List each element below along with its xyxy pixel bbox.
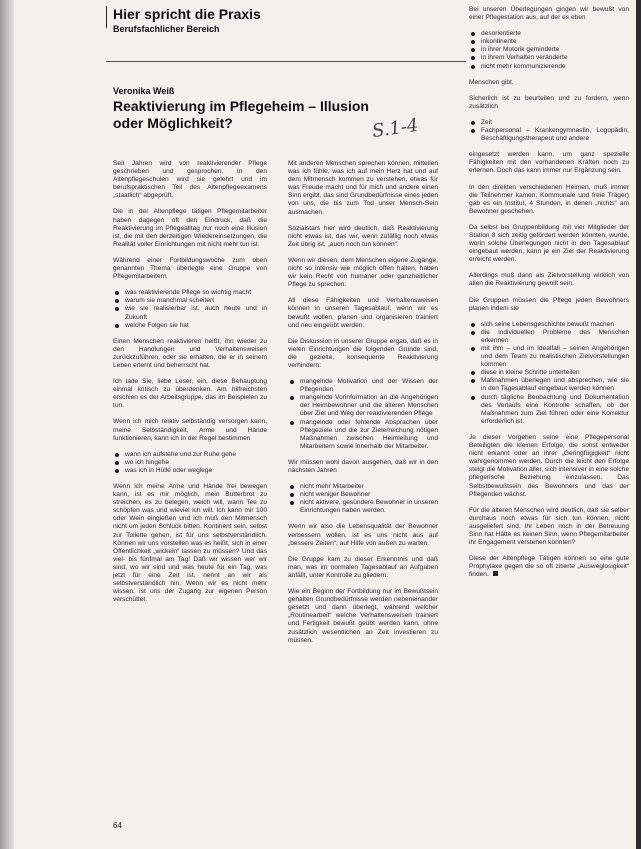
list-item: die individuellen Probleme des Menschen erkennen [469, 329, 629, 345]
list-item: wann ich aufstehe und zur Ruhe gehe [113, 451, 267, 459]
page-number: 64 [113, 821, 122, 830]
text-column-2 [288, 160, 438, 653]
list-item: Maßnahmen überlegen und absprechen, wie sie in den Tagesablauf eingebaut werden können [469, 377, 629, 393]
list-item: desorientierte [469, 30, 629, 38]
text-column-1 [113, 160, 267, 612]
list-item: sich seine Lebensgeschichte bewußt machen [469, 321, 629, 329]
list-item: mangelnde Motivation und der Wissen der Pflegenden [288, 378, 438, 394]
paragraph: Da selbst bei Gruppenbildung mit vier Mitglieder der Station 8 sich zeitig gefördert werden könnten, wurde, worin solche Überlegungen nicht in den Tagesablauf eingebaut werden, kann je ein Ziel der Reaktivierung erreicht werden. [469, 223, 629, 264]
paragraph: Wie ein Beginn der Fortbildung nur im Bewußtsein gehalten Grundbedürfnisse werden nebeneinander gesetzt und dann überlegt, während welcher „Routinearbeit“ welche Verhaltensweisen trainiert und Fertigkeit bewußt geübt werden kann, ohne zusätzlich wesentlichen an Zeit investieren zu müssen. [288, 588, 438, 644]
series-subheading: Berufsfachlicher Bereich [113, 24, 220, 34]
paragraph: Sozialstars hier wird deutlich, daß Reaktivierung nicht etwas ist, das wir, wenn zufällig noch etwas Zeit übrig ist, „auch noch tun können“. [288, 224, 438, 248]
list-item: nicht mehr Mitarbeiter [288, 483, 438, 491]
list-item: Zeit [469, 119, 629, 127]
list-item: was ich in Hülle oder weglege [113, 467, 267, 475]
bullet-list [469, 321, 629, 426]
paragraph: Wenn ich mich relativ selbständig versorgen kann, meine Selbständigkeit, Arme und Hände funktionieren, kann ich in der Regel bestimmen [113, 418, 267, 442]
list-item: nicht aktivere, gesündere Bewohner in unseren Einrichtungen haben werden. [288, 499, 438, 515]
series-heading: Hier spricht die Praxis [113, 6, 261, 22]
list-item: nicht weniger Bewohner [288, 491, 438, 499]
paragraph [469, 555, 629, 579]
handwritten-note: S.1-4 [370, 114, 420, 143]
list-item: nicht mehr kommunizierende [469, 63, 629, 71]
paragraph: Während einer Fortbildungswoche zum oben genannten Thema überlegte eine Gruppe von Pflegemitarbeitern [113, 256, 267, 281]
list-item: mit ihm – und im Idealfall – seinen Angehörigen und dem Team zu realistischen Zielvorstellungen kommen [469, 345, 629, 369]
paragraph: Wenn wir also die Lebensqualität der Bewohner verbessern wollen, ist es uns nicht aus auf „bessere Zeiten“, auf Hilfe von außen zu warten. [288, 523, 438, 547]
list-item: in ihrem Verhalten veränderte [469, 54, 629, 62]
author-name: Veronika Weiß [113, 86, 175, 96]
paragraph: Die Gruppe kam zu dieser Erkenntnis und daß man, was im normalen Tagesablauf an Aufgaben anfällt, unter Kontrolle zu gliedern. [288, 555, 438, 579]
paragraph: Wenn wir diesen, dem Menschen eigene Zugänge, nicht so intensiv wie möglich offen halten, haben wir kein Recht von humaner oder ganzheitlicher Pflege zu sprechen. [288, 256, 438, 289]
list-item: welche Folgen sie hat [113, 322, 267, 330]
paragraph: Einen Menschen reaktivieren heißt, ihn wieder zu den Handlungen und Verhaltensweisen zurückzuführen, oder sie erhalten, die er in seinem Leben erlernt und beherrscht hat. [113, 337, 267, 369]
list-item: was reaktivierende Pflege so wichtig macht [113, 289, 267, 297]
paragraph: Die in der Altenpflege tätigen Pflegemitarbeiter haben dagegen oft den Eindruck, daß die Reaktivierung im Pflegealltag nur noch eine Illusion ist, die mit den derzeitigen Wiedereinsetzungen, die Realität voller Einrichtungen mit nicht mehr tun ist. [113, 208, 267, 248]
paragraph: Bei unseren Überlegungen gingen wir bewußt von einer Pflegestation aus, auf der es eben [469, 6, 629, 22]
list-item: mangelnde Vorinformation an die Angehörigen der Heimbewohner und die älteren Menschen über Ziel und Weg der reaktivierenden Pflege [288, 394, 438, 418]
paragraph: Ich lade Sie, liebe Leser, ein, diese Behauptung einmal kritisch zu überdenken. Am hilfreichsten erschien es der Arbeitsgruppe, das im Beispielen zu tun. [113, 378, 267, 410]
paragraph: Die Gruppen müssen die Pflege jeden Bewohners planen indem sie [469, 296, 629, 312]
paragraph: Die Diskussion in unserer Gruppe ergab, daß es in vielen Einrichtungen die folgenden Gründe sind, die gezielte, konsequente Reaktivierung verhindern: [288, 337, 438, 369]
end-of-article-mark [493, 571, 498, 576]
list-item: in ihrer Motorik geminderte [469, 46, 629, 54]
header-rule [106, 6, 107, 28]
bullet-list [469, 119, 629, 143]
paragraph: In den direkten verschiedenen Heimen, muß immer die Teilnehmer kamen, Kommunale und freie Träger) gab es ein Institut, 4 Stunden, in denen „nichts“ am Bewohner geschehen. [469, 183, 629, 215]
paragraph: eingesetzt werden kann, um ganz spezielle Fähigkeiten mit den vorhandenen Kräften noch zu erlernen. Doch das kann immer nur Ergänzung sein. [469, 151, 629, 175]
page-edge-shadow [636, 0, 641, 849]
paragraph: Seit Jahren wird von reaktivierender Pflege geschrieben und gesprochen. In den Altenpflegeschulen wird sie gelehrt und im berufspraktischen Teil des Altenpflegeexamens „staatlich“ abgeprüft. [113, 160, 267, 200]
paragraph: Menschen gibt. [469, 78, 514, 86]
paragraph: Wir müssen wohl davon ausgehen, daß wir in den nächsten Jahren [288, 458, 438, 474]
paragraph: Wenn ich meine Arme und Hände frei bewegen kann, ist es mir möglich, mein Butterbrot zu streichen, es zu belegen, weich will, wann Tee zu schöpfen was und wieviel ich will. Ich kann mir 100 oder Wein eingießen und ich muß den Mitmensch nicht um jeden Schluck bitten. Kontinent sein, selbst zur Toilette gehen, ist für uns selbstverständlich. Können wir uns vorstellen was es heißt, sich in einer Öffentlichkeit „wickeln“ lassen zu müssen? Und das viel- bis fünfmal am Tag! Daß wir wissen wer wir sind, wo wir sind und was heute für ein Tag, was jetzt für eine Zeit ist, nennt an wir als selbstverständlich hin. Wenn wir es nicht mehr wissen, ist uns der Zugang zur eigenen Person verschüttet. [113, 483, 267, 604]
paragraph: Mit anderen Menschen sprechen können, mitteilen was ich fühle, was ich auf mein Herz hat und auf dem Mitmensch kommen zu verstehen, etwas für was Freude macht und für mich und andere einen Sinn ergibt, das sind Grundbedürfnisse eines jeden von uns, die bis zum Tod unser Mensch-Sein ausmachen. [288, 160, 438, 216]
list-item: Fachpersonal – Krankengymnastin, Logopädin, Beschäftigungstherapeut und andere [469, 127, 629, 143]
bullet-list [469, 30, 629, 70]
list-item: mangelnde oder fehlende Absprachen über Pflegeziele und die zur Zielerreichung nötigen Maßnahmen zwischen Heimleitung und Mitarbeitern sowie innerhalb der Mitarbeiter. [288, 419, 438, 451]
list-item: wo ich hingehe [113, 459, 267, 467]
header-divider [106, 61, 466, 62]
article-title: Reaktivierung im Pflegeheim – Illusion oder Möglichkeit? [113, 98, 369, 131]
paragraph: Für die älteren Menschen wird deutlich, daß sie selber durchaus noch etwas für sich tun können, nicht ausgeliefert sind. Ihr Leben noch in der Betreuung Sinn hat Hätte es keinen Sinn, wenn Pflegemitarbeiter ihr Engagement verstehen könnten? [469, 506, 629, 547]
paragraph: Allerdings muß dann als Zielvorstellung wirklich von allen die Reaktivierung gewollt sein. [469, 272, 629, 288]
paragraph: Sicherlich ist zu beurteilen und zu fordern, wenn zusätzlich [469, 94, 629, 110]
list-item: warum sie manchmal scheitert [113, 297, 267, 305]
list-item: wie sie realisierbar ist, auch heute und in Zukunft [113, 305, 267, 321]
list-item: inkontinente [469, 38, 629, 46]
closing-paragraph-text: Diese der Altenpflege Tätigen können so eine gute Prophylaxe gegen die so oft zitierte „Ausweglosigkeit“ finden. [469, 555, 629, 579]
bullet-list [288, 483, 438, 515]
bullet-list [288, 378, 438, 451]
paragraph: All diese Fähigkeiten und Verhaltensweisen können in unseren Tagesablauf, wenn wir es bewußt wollen, planen und organisieren trainiert und neu eingeübt werden. [288, 297, 438, 329]
list-item: diese in kleine Schritte unterteilen [469, 369, 629, 377]
text-column-3 [469, 6, 629, 587]
page-gutter-shadow [0, 0, 14, 849]
bullet-list [113, 451, 267, 475]
list-item: durch tägliche Beobachtung und Dokumentation des Verlaufs eine Kontrolle schaffen, ob der Maßnahmen zum Ziel führen oder eine Korrektur erforderlich ist. [469, 394, 629, 426]
bullet-list [113, 289, 267, 329]
paragraph: Je dieser Vorgehen seine eine Pflegepersonal Beteiligten die kleinen Erfolge, die sonst entweder nicht erkannt oder an ihrer „Geringfügigkeit“ nicht wahrgenommen werden. Durch die leicht den Erfolge steigt die Motivation aller, sich intensiver in eine solche pflegerische Beziehung einzulassen. Das Selbstbewußtsein des Bewohners und das der Pflegenden wächst. [469, 433, 629, 498]
